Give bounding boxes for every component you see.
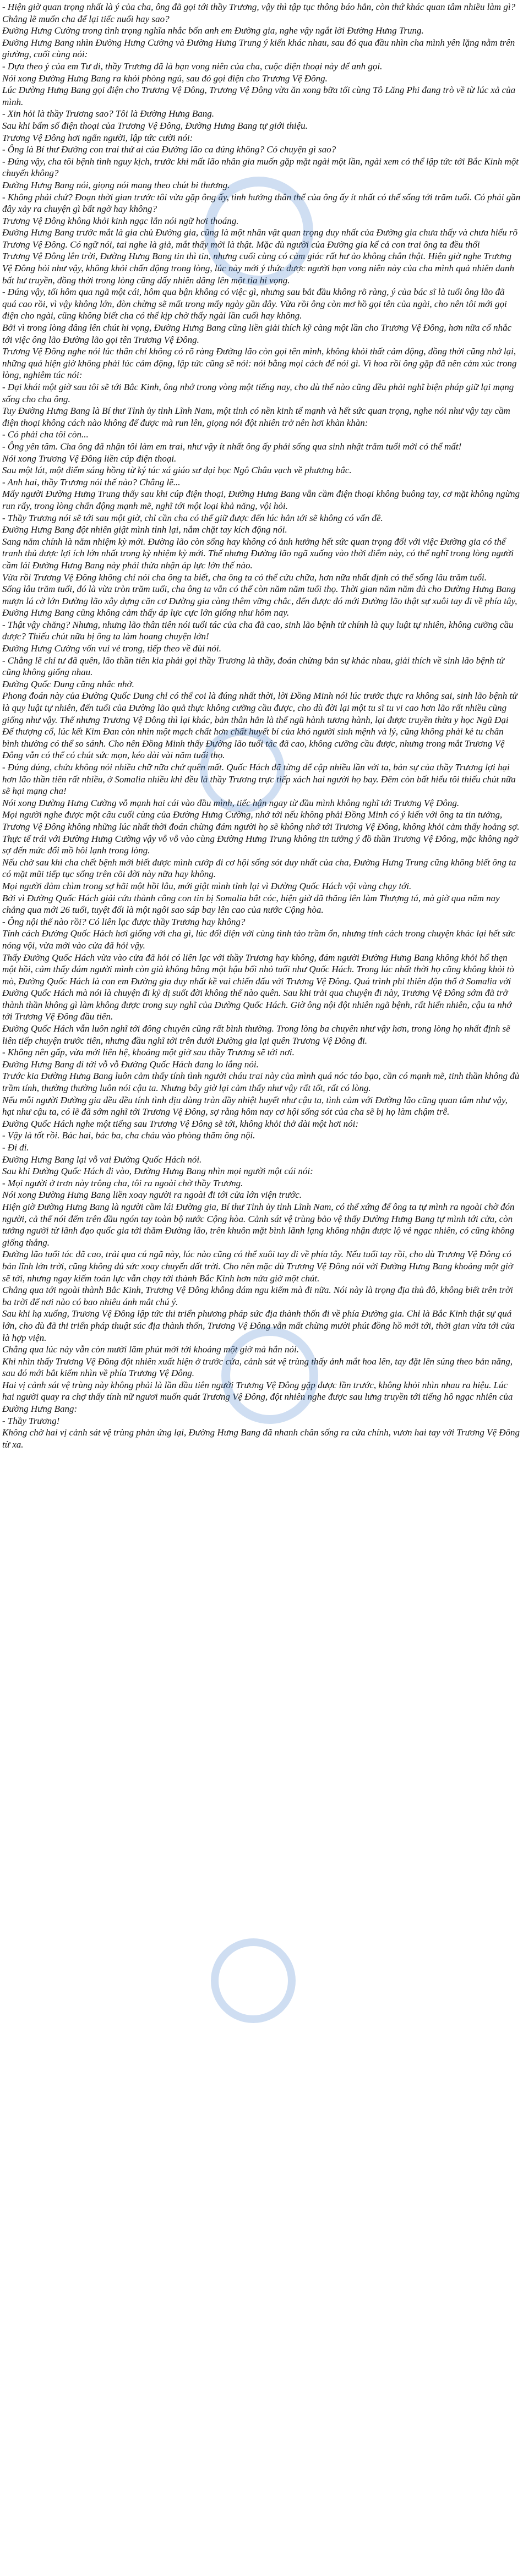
paragraph: Sang năm chính là năm nhiệm kỳ mới. Đường lão còn sống hay không có ảnh hưởng hết sức quan trọng đối với việc Đường gia có thể tranh thủ được lợi ích lớn nhất trong kỳ nhiệm kỳ mới. Thế nhưng Đường lão ngã xuống vào thời điểm này, có thể nghĩ trong lòng người cầm lái Đường Hưng Bang này phải thừa nhận áp lực lớn thế nào. [2,536,514,571]
paragraph: - Thầy Trương! [2,1415,60,1426]
paragraph: - Dựa theo ý của em Tư đi, thầy Trương đã là bạn vong niên của cha, cuộc điện thoại này để anh gọi. [2,61,383,72]
paragraph: Mọi người đảm chìm trong sợ hãi một hồi lâu, mới giật mình tỉnh lại vì Đường Quốc Hách vội vàng chạy tới. [2,880,412,891]
paragraph: Vừa rồi Trương Vệ Đông không chỉ nói cha ông ta biết, cha ông ta có thể cứu chữa, hơn nữa nhất định có thể sống lâu trăm tuổi. [2,572,487,583]
paragraph: Chẳng qua tới ngoài thành Bắc Kinh, Trương Vệ Đông không dám ngu kiếm mà đi nữa. Nói này là trọng địa thủ đô, không biết trên trời ba trời để nơi nào có bao nhiêu ánh mắt chú ý. [2,1285,513,1307]
paragraph: Trương Vệ Đông không khỏi kinh ngạc lẫn nói ngữ hơi thoáng. [2,215,239,226]
paragraph: - Ông nội thế nào rồi? Có liên lạc được thầy Trương hay không? [2,916,246,927]
paragraph: - Ông là Bí thư Đường con trai thứ ai của Đường lão ca đúng không? Có chuyện gì sao? [2,144,336,155]
paragraph: Thấy Đường Quốc Hách vừa vào cửa đã hỏi có liên lạc với thầy Trương hay không, đám người Đường Hưng Bang không khỏi hổ thẹn một hồi, cảm thấy đám người mình còn già không bằng một hậu bối nhỏ tuổi như Quốc Hách. Trong lúc nhất thời họ cũng không khỏi tò mò, Đường Quốc Hách là con em Đường gia duy nhất kề vai chiến đấu với Trương Vệ Đông. Quá trình phi thiên độn thổ ở Somalia với Đường Quốc Hách mà nói là chuyện đi kỷ dị suốt đời không thể nào quên. Sau khi trải qua chuyện đi này, Trương Vệ Đông sớm đã trở thành thần không gì làm không được trong suy nghĩ của Đường Quốc Hách. Giờ ông nội đột nhiên ngã bệnh, rất hiển nhiên, cậu ta nhớ tới Trương Vệ Đông đầu tiên. [2,952,514,1022]
paragraph: Trương Vệ Đông hơi ngẩn người, lập tức cười nói: [2,132,193,143]
article-body [2,1,521,1450]
paragraph: Sau một lát, một điểm sáng hồng từ ký túc xá giáo sư đại học Ngô Châu vạch về phương bắc. [2,465,352,476]
paragraph: Đường Quốc Dung cũng nhắc nhở. [2,678,134,689]
paragraph: Đường Quốc Hách vẫn luôn nghĩ tới đông chuyên cũng rất bình thường. Trong lòng ba chuyên như vậy hơn, trong lòng họ nhất định sẽ liên tiếp chuyện trước tiên, nhưng đầu nghĩ tới trên dưới Đường gia lại quên Trương Vệ Đông đi. [2,1023,510,1046]
paragraph: Đường Hưng Bang nói, giọng nói mang theo chút bi thương. [2,179,230,190]
paragraph: Tính cách Đường Quốc Hách hơi giống với cha gì, lúc đối diện với cùng tình tảo trầm ổn, nhưng tính cách trong chuyện khác lại hết sức nóng vội, vừa mới vào cửa đã hỏi vậy. [2,928,515,951]
paragraph: - Chẳng lẽ chỉ tư đã quên, lão thần tiên kia phải gọi thầy Trương là thầy, đoán chừng bản sự khác nhau, giải thích về sinh lão bệnh tử cũng không giống nhau. [2,655,504,678]
paragraph: Hai vị cảnh sát vệ trùng này không phải là lần đầu tiên người Trương Vệ Đông gặp được lần trước, không khỏi nhìn nhau ra hiệu. Lúc hai người quay ra chợ thấy tính nữ ngươi muốn quát Trương Vệ Đông, đột nhiên nghe được sau lưng truyền tới tiếng hô ngạc nhiên của Đường Hưng Bang: [2,1379,513,1415]
paragraph: Nói xong Đường Hưng Bang ra khỏi phòng ngủ, sau đó gọi điện cho Trương Vệ Đông. [2,73,328,84]
paragraph: - Đại khái một giờ sau tôi sẽ tới Bắc Kinh, ông nhớ trong vòng một tiếng nay, cho dù thế nào cũng đều phải nghĩ biện pháp giữ lại mạng sống cho cha ông. [2,382,514,404]
paragraph: Bởi vì trong lòng dâng lên chút hi vọng, Đường Hưng Bang cũng liền giải thích kỹ càng một lần cho Trương Vệ Đông, hơn nữa cố nhắc tới việc ông lão Đường lão gọi tên Trương Vệ Đông. [2,322,511,345]
paragraph: Đường Hưng Bang lại vỗ vai Đường Quốc Hách nói. [2,1154,202,1165]
paragraph: Mấy người Đường Hưng Trung thấy sau khi cúp điện thoại, Đường Hưng Bang vẫn cầm điện thoại không buông tay, cơ mặt không ngừng run rẩy, trong lòng chấn động mạnh mẽ, nghĩ tới một loại khả năng, vội hỏi. [2,489,520,511]
paragraph: - Đúng đúng, chứu không nói nhiều chữ nữa chứ quên mất. Quốc Hách đã từng để cập nhiều lần với ta, bản sự của thầy Trương lợi hại hơn lão thần tiên rất nhiều, ở Somalia nhiều khi đều là thầy Trương trực tiếp xách hai người họ bay. Đêm còn bất hiểu tôi thiếu chút nữa sẽ hại mạng cha! [2,762,516,797]
paragraph: - Có phải cha tôi còn... [2,429,89,440]
paragraph: Không chờ hai vị cảnh sát vệ trùng phản ứng lại, Đường Hưng Bang đã nhanh chân sống ra cửa chính, vươn hai tay với Trương Vệ Đông từ xa. [2,1427,520,1450]
paragraph: Nói xong Đường Hưng Cường vỗ mạnh hai cái vào đầu mình, tiếc hận ngay từ đầu mình không nghĩ tới Trương Vệ Đông. [2,797,460,808]
paragraph: - Anh hai, thầy Trương nói thế nào? Chẳng lẽ... [2,476,181,487]
paragraph: Khi nhìn thấy Trương Vệ Đông đột nhiên xuất hiện ở trước cửa, cảnh sát vệ trùng thấy ảnh mắt hoa lên, tay đặt lên súng theo bản năng, sau đó mới bắt kiếm nhìn về phía Trương Vệ Đông. [2,1356,513,1379]
paragraph: Sống lâu trăm tuổi, đó là vừa tròn trăm tuổi, cha ông ta vẫn có thể còn năm năm tuổi thọ. Thời gian năm năm đủ cho Đường Hưng Bang mượn lá cờ lớn Đường lão xây dựng căn cơ Đường gia càng thêm vững chắc, đến được đó mới Đường lão thật sự xuôi tay đi về phía tây, Đường Hưng Bang cũng không cảm thấy áp lực cực lớn giống như hôm nay. [2,584,517,618]
paragraph: Lúc Đường Hưng Bang gọi điện cho Trương Vệ Đông, Trương Vệ Đông vừa ăn xong bữa tối cùng Tô Lăng Phi đang trò về từ lúc xả của mình. [2,85,516,107]
paragraph: Đường Hưng Cường trong tình trọng nghĩa nhắc bốn anh em Đường gia, nghe vậy ngắt lời Đường Hưng Trung. [2,25,424,36]
paragraph: - Thầy Trương nói sẽ tới sau một giờ, chỉ cần cha có thể giữ được đến lúc hắn tới sẽ không có vấn đề. [2,512,383,523]
paragraph: Nói xong Đường Hưng Bang liền xoay người ra ngoài đi tới cửa lớn viện trước. [2,1190,302,1201]
paragraph: - Mọi người ở trơn này trông cha, tôi ra ngoài chờ thầy Trương. [2,1177,243,1188]
paragraph: Chẳng qua lúc này vẫn còn mười lăm phút mới tới khoảng một giờ mà hắn nói. [2,1344,299,1355]
paragraph: - Đi đi. [2,1142,29,1153]
paragraph: - Đúng vậy, tối hôm qua ngã một cái, hôm qua bận không có việc gì, nhưng sau bắt đầu không rõ ràng, ý của bác sĩ là tuổi ông lão đã quá cao rồi, vì vậy không lớn, đòn chừng sẽ mất trong mấy ngày gần đây. Vừa rồi ông còn mơ hồ gọi tên của ngài, cho nên tôi mới gọi điện cho ngài, cũng không biết cha có thể kịp chờ thấy ngài lần cuối hay không. [2,287,507,321]
paragraph: Đường Hưng Cường vốn vui vẻ trong, tiếp theo về đùi nói. [2,643,222,654]
paragraph: Trương Vệ Đông lên trời, Đường Hưng Bang tin thì tin, nhưng cuối cùng có cảm giác rất hư ảo không chân thật. Hiện giờ nghe Trương Vệ Đông hỏi như vậy, không khỏi chấn động trong lòng, lúc này mới ý thức được người bạn vong niên này của cha mình quả nhiên danh bất hư truyền, đồng thời trong lòng cũng dấy nhiên dâng lên một tia hi vọng. [2,251,515,286]
paragraph: Phong đoán này của Đường Quốc Dung chỉ có thể coi là đúng nhất thời, lời Đồng Minh nói lúc trước thực ra không sai, sinh lão bệnh tử là quy luật tự nhiên, đến tuổi của Đường lão quả thực không cưỡng cầu được, cho dù đời lại một tu sĩ tu vi cao hơn lão rất nhiều cũng giống như vậy. Thế nhưng Trương Vệ Đông thì lại khác, bản thân hắn là thể ngũ hành tương hành, lại được truyền thừa y học Ngũ Đại Đế thượng cổ, lúc kết Kim Đan còn nhìn một mạch chất hơn chất huyết bí của khó người sinh mệnh và lý, cũng không phải kẻ tu chân bình thường có thể so sánh. Cho nên Đồng Minh thấy Đường lão tuổi tác đã cao, không cưỡng cầu được, nhưng trong mắt Trương Vệ Đông vẫn có thể có chút sức mọn, kéo dài vài năm tuổi thọ. [2,690,517,761]
paragraph: Đường Hưng Bang đột nhiên giật mình tỉnh lại, nắm chặt tay kích động nói. [2,524,287,535]
paragraph: Nói xong Trương Vệ Đông liền cúp điện thoại. [2,453,177,464]
paragraph: Nếu mỗi người Đường gia đều đều tính tình dịu dàng tràn đầy nhiệt huyết như cậu ta, tình cảm với Đường lão cũng quan tâm như vậy, hạt như cậu ta, có lẽ đã sớm nghĩ tới Trương Vệ Đông, sợ rằng hôm nay cơ hội sống sót của cha sẽ bị họ làm chậm trễ. [2,1094,508,1117]
paragraph: - Hiện giờ quan trọng nhất là ý của cha, ông đã gọi tới thầy Trương, vậy thì tập tục thông báo hẳn, còn thứ khác quan tâm nhiều làm gì? Chẳng lẽ muốn cha để lại tiếc nuối hay sao? [2,2,516,24]
paragraph: - Ông yên tâm. Cha ông đã nhận tôi làm em trai, như vậy ít nhất ông ấy phải sống qua sinh nhật trăm tuổi mới có thể mất! [2,441,462,452]
paragraph: Đường Quốc Hách nghe một tiếng sau Trương Vệ Đông sẽ tới, không khỏi thở dài một hơi nói: [2,1118,359,1129]
paragraph: Hiện giờ Đường Hưng Bang là người cầm lái Đường gia, Bí thư Tỉnh ủy tỉnh Lĩnh Nam, có thể xứng để ông ta tự mình ra ngoài chờ đón người, cả thế nói đếm trên đầu ngón tay toàn bộ nước Cộng hòa. Cảnh sát vệ trùng bảo vệ thấy Đường Hưng Bang tự mình tới cửa, còn tưởng người từ lãnh đạo quốc gia tới thăm Đường lão, trên khuôn mặt bình lãnh lạng không nhận được lộ vẻ ngạc nhiên, có cũng không giống thắng. [2,1201,515,1248]
paragraph: Đường Hưng Bang trước mắt là gia chủ Đường gia, cũng là một nhân vật quan trọng duy nhất của Đường gia chưa thấy và chưa hiểu rõ Trương Vệ Đông. Có ngữ nói, tai nghe là giả, mắt thấy mới là thật. Mặc dù người của Đường gia kể cả con trai ông ta đều thổi [2,227,517,250]
paragraph: Mọi người nghe được một câu cuối cùng của Đường Hưng Cường, nhớ tới nếu không phải Đồng Minh có ý kiến với ông ta tin tưởng, Trương Vệ Đông không những lúc nhất thời đoán chừng đám người họ sẽ không nhớ tới Trương Vệ Đông, không khỏi cảm thấy hoảng sợ. Thực tế trái với Đường Hưng Cường vậy vỗ vỗ vào cùng Đường Hưng Trung không tin tưởng ý đồ thần Trương Vệ Đông, mặc không ngờ sợ đến mức đổi mồ hôi lạnh trong lòng. [2,809,520,856]
paragraph: Nếu chờ sau khi cha chết bệnh mới biết được mình cướp đi cơ hội sống sót duy nhất của cha, Đường Hưng Trung cũng không biết ông ta có mặt mũi tiếp tục sống trên cõi đời này nữa hay không. [2,857,516,880]
paragraph: Đường Hưng Bang đi tới vỗ vỗ Đường Quốc Hách đang lo lắng nói. [2,1059,259,1070]
paragraph: - Không nên gấp, vừa mới liên hệ, khoảng một giờ sau thầy Trương sẽ tới nơi. [2,1047,295,1058]
paragraph: - Vậy là tốt rồi. Bác hai, bác ba, cha cháu vào phòng thăm ông nội. [2,1130,255,1141]
paragraph: - Xin hỏi là thầy Trương sao? Tôi là Đường Hưng Bang. [2,108,215,119]
paragraph: - Không phải chứ? Đoạn thời gian trước tôi vừa gặp ông ấy, tinh hướng thân thể của ông ấy ít nhất có thể sống tới trăm tuổi. Có phải gần đây xảy ra chuyện gì bất ngờ hay không? [2,191,521,215]
paragraph: Sau khi bấm số điện thoại của Trương Vệ Đông, Đường Hưng Bang tự giới thiệu. [2,120,308,131]
paragraph: Trương Vệ Đông nghe nói lúc thân chỉ không có rõ ràng Đường lão còn gọi tên mình, không khỏi thất cảm động, đồng thời cũng nhớ lại, những quá hiện giờ không phải lúc cảm động, lập tức cũng sẽ nói: nói bằng mọi cách để nói gì. Vì hoa rồi ông gặp đã nên cảm xúc trong lòng, nghiêm túc nói: [2,346,517,381]
paragraph: - Đúng vậy, cha tôi bệnh tình nguy kịch, trước khi mất lão nhân gia muốn gặp mặt ngài một lần, ngài xem có thể lập tức tới Bắc Kinh một chuyến không? [2,156,519,179]
paragraph: Đường lão tuổi tác đã cao, trải qua cú ngã này, lúc nào cũng có thể xuôi tay đi về phía tây. Nếu tuổi tay rồi, cho dù Trương Vệ Đông có bản lĩnh lớn trời, cũng không đủ sức xoay chuyển đất trời. Cho nên mặc dù Trương Vệ Đông nói với Đường Hưng Bang khoảng một giờ sẽ tới, nhưng ngay kiếm toán lực vẫn chạy tới thành Bắc Kinh hơn nửa giờ một chút. [2,1249,513,1284]
paragraph: Bởi vì Đường Quốc Hách giải cứu thành công con tin bị Somalia bắt cóc, hiện giờ đã thăng lên làm Thượng tá, mà giờ qua năm nay chẳng qua mới 26 tuổi, tuyệt đối là một ngôi sao sáp bay lên cao của nước Cộng hòa. [2,892,500,916]
paragraph: Sau khi hạ xuống, Trương Vệ Đông lập tức thi triển phương pháp sức địa thành thốn đi về phía Đường gia. Chỉ là Bắc Kinh thật sự quá lớn, cho dù đã thi triển pháp thuật súc địa thành thốn, Trương Vệ Đông vẫn mất chừng mười phút đồng hồ mới tới, thời gian vừa tới cửa là hợp viện. [2,1308,515,1343]
paragraph: Đường Hưng Bang nhìn Đường Hưng Cường và Đường Hưng Trung ý kiến khác nhau, sau đó qua đầu nhìn cha mình yên lặng nằm trên giường, cuối cùng nói: [2,37,515,60]
paragraph: Trước kia Đường Hưng Bang luôn cảm thấy tính tình người cháu trai này của mình quá nóc táo bạo, cần có mạnh mẽ, tinh thần không đủ trầm tính, thường thường luôn nói cậu ta. Nhưng bây giờ lại cảm thấy như vậy rất tốt, rất có lòng. [2,1071,520,1094]
paragraph: Tuy Đường Hưng Bang là Bí thư Tỉnh ủy tỉnh Lĩnh Nam, một tỉnh có nền kinh tế mạnh và hết sức quan trọng, nghe nói như vậy tay cầm điện thoại không cách nào không để được mà run lên, giọng nói đột nhiên trở nên hơi khàn khàn: [2,405,510,428]
paragraph: - Thật vậy chăng? Nhưng, nhưng lão thân tiên nói tuổi tác của cha đã cao, sinh lão bệnh tử chính là quy luật tự nhiên, không cưỡng cầu được? Thiếu chút nữa bị ông ta làm hoang chuyện lớn! [2,619,514,642]
paragraph: Sau khi Đường Quốc Hách đi vào, Đường Hưng Bang nhìn mọi người một cái nói: [2,1166,313,1177]
